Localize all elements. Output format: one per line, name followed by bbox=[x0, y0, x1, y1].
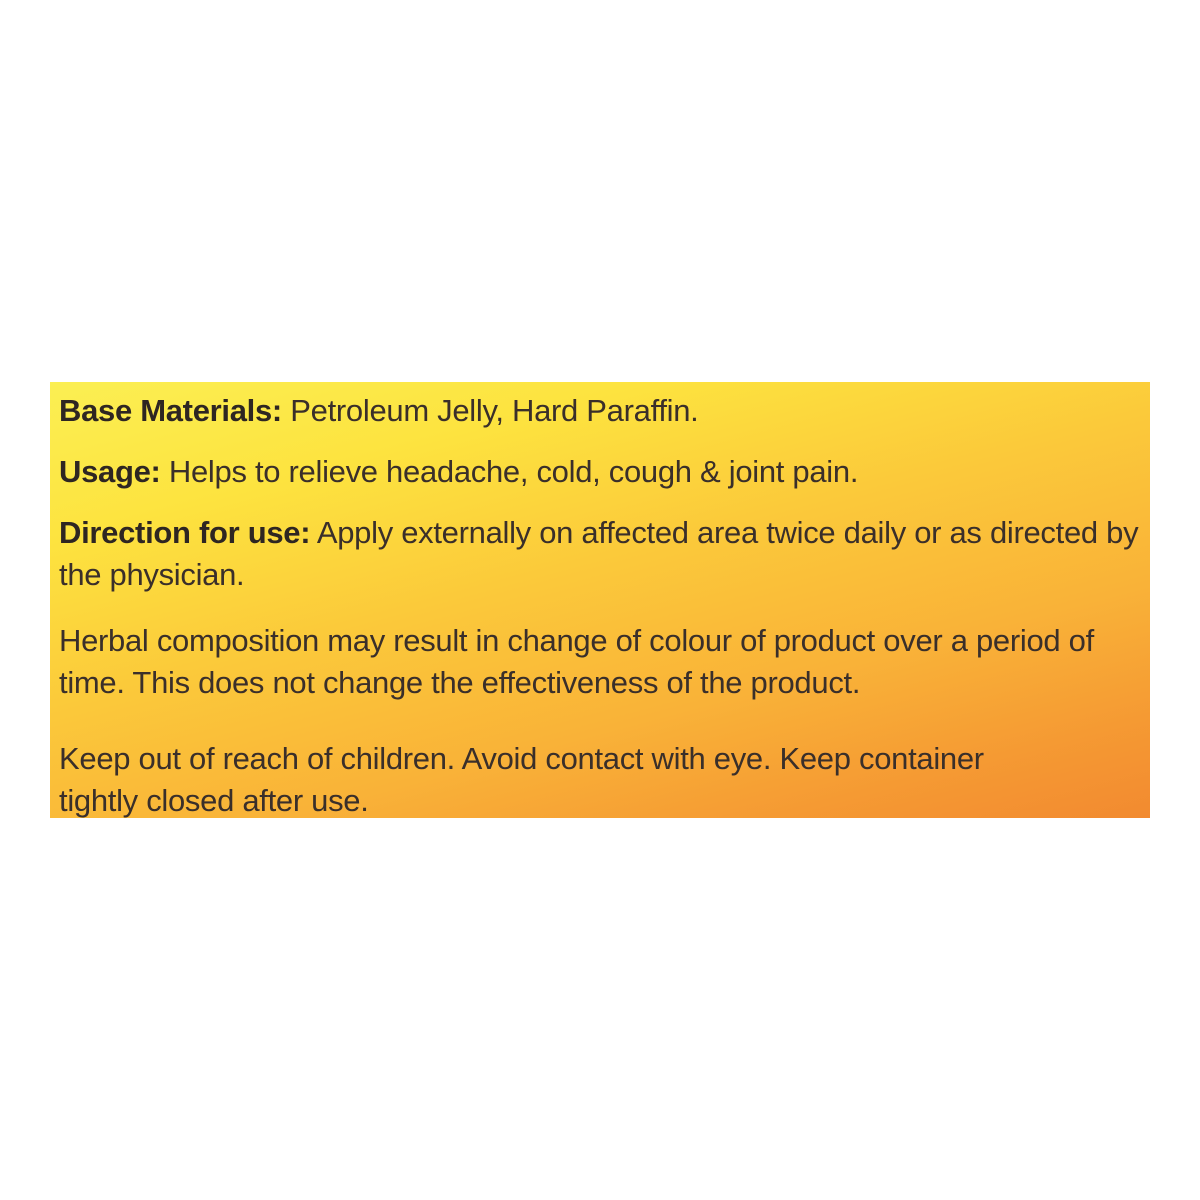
herbal-note: Herbal composition may result in change of colour of product over a period of time. This does not change the effectiveness of the product. bbox=[59, 623, 1094, 700]
direction-text: Apply externally on affected area twice daily or as directed by the physician. bbox=[59, 515, 1139, 592]
product-info-panel bbox=[50, 382, 1150, 818]
direction-line bbox=[59, 512, 1149, 596]
direction-heading: Direction for use: bbox=[59, 515, 311, 550]
base-materials-line bbox=[59, 390, 1149, 432]
usage-heading: Usage: bbox=[59, 454, 161, 489]
base-materials-text: Petroleum Jelly, Hard Paraffin. bbox=[281, 393, 699, 428]
usage-text: Helps to relieve headache, cold, cough & joint pain. bbox=[160, 454, 859, 489]
base-materials-heading: Base Materials: bbox=[59, 393, 282, 428]
usage-line bbox=[59, 451, 1149, 493]
caution-note: Keep out of reach of children. Avoid contact with eye. Keep container tightly closed after use. bbox=[59, 741, 984, 818]
